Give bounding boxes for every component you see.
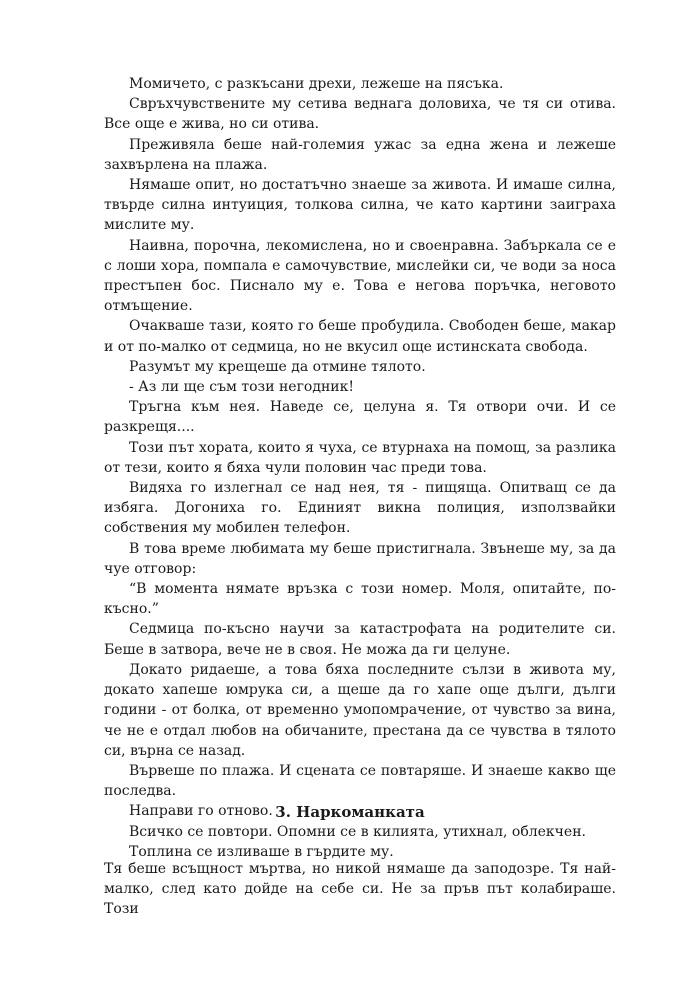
- chapter-heading: 3. Наркоманката: [275, 803, 425, 821]
- quoted-message: “В момента нямате връзка с този номер. Моля, опитайте, по-късно.”: [104, 581, 616, 618]
- paragraph: Докато ридаеше, а това бяха последните сълзи в живота му, докато хапеше юмрука си, а щеше да го хапе още дълги, дълги години - от болка, от временно умопомрачение, от чувство за вина, че не е отдал любов на обичаните, престана да се чувства в тялото си, върна се назад.: [104, 661, 616, 759]
- chapter-paragraph: Тя беше всъщност мъртва, но никой нямаше да заподозре. Тя най-малко, след като дойде на себе си. Не за пръв път колабираше. Този: [104, 861, 616, 918]
- paragraph: Топлина се изливаше в гърдите му.: [129, 843, 394, 860]
- paragraph: Преживяла беше най-големия ужас за една жена и лежеше захвърлена на плажа.: [104, 136, 616, 173]
- paragraph: Този път хората, които я чуха, се втурнаха на помощ, за разлика от тези, които я бяха чули половин час преди това.: [104, 439, 616, 476]
- paragraph: Свръхчувствените му сетива веднага доловиха, че тя си отива. Все още е жива, но си отива.: [104, 96, 616, 133]
- paragraph: Разумът му крещеше да отмине тялото.: [129, 358, 426, 375]
- story-body: [104, 74, 616, 862]
- paragraph: Очакваше тази, която го беше пробудила. Свободен беше, макар и от по-малко от седмица, но не вкусил още истинската свобода.: [104, 318, 616, 355]
- paragraph: Направи го отново.: [129, 803, 273, 820]
- paragraph: Вървеше по плажа. И сцената се повтаряше. И знаеше какво ще последва.: [104, 762, 616, 800]
- paragraph: Седмица по-късно научи за катастрофата на родителите си. Беше в затвора, вече не в своя. Не можа да ги целуне.: [104, 621, 616, 658]
- paragraph: Видяха го излегнал се над нея, тя - пищяща. Опитващ се да избяга. Догониха го. Единият викна полиция, използвайки собствения му мобилен телефон.: [104, 480, 616, 537]
- paragraph: Наивна, порочна, лекомислена, но и своенравна. Забъркала се е с лоши хора, помпала е самочувствие, мислейки си, че води за носа престъпен бос. Писнало му е. Това е негова поръчка, неговото отмъщение.: [104, 237, 616, 315]
- paragraph: Тръгна към нея. Наведе се, целуна я. Тя отвори очи. И се разкрещя....: [104, 399, 616, 436]
- paragraph: Нямаше опит, но достатъчно знаеше за живота. И имаше силна, твърде силна интуиция, толкова силна, че като картини заиграха мислите му.: [104, 177, 616, 234]
- dialogue-line: - Аз ли ще съм този негодник!: [129, 379, 355, 396]
- paragraph: Всичко се повтори. Опомни се в килията, утихнал, облекчен.: [129, 823, 586, 840]
- chapter-body: [104, 859, 616, 920]
- paragraph: Момичето, с разкъсани дрехи, лежеше на пясъка.: [129, 76, 504, 92]
- paragraph: В това време любимата му беше пристигнала. Звънеше му, за да чуе отговор:: [104, 540, 616, 577]
